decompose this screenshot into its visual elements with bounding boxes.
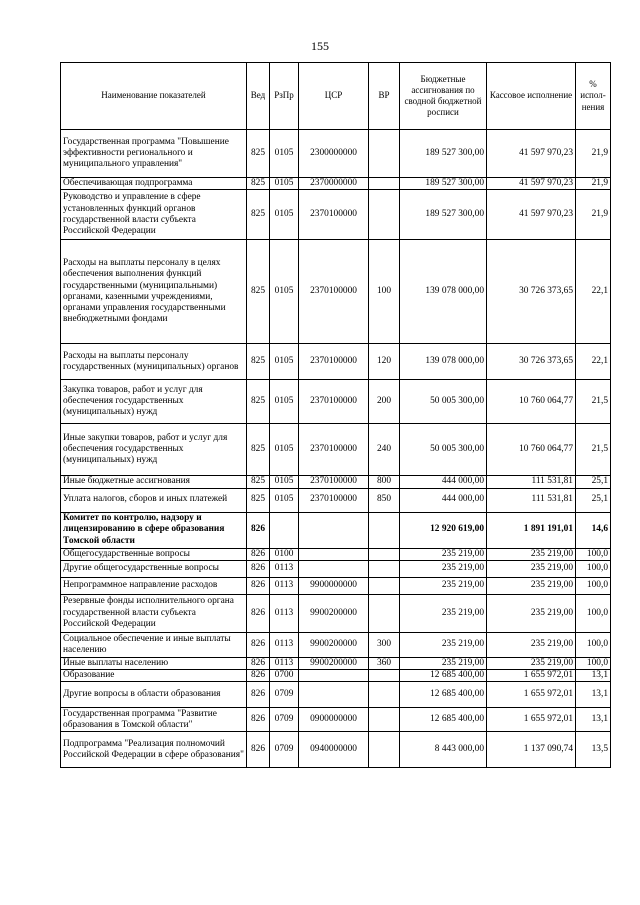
cell-csr: 2300000000	[299, 130, 369, 178]
cell-csr	[299, 548, 369, 560]
cell-csr: 2370000000	[299, 178, 369, 190]
cell-budget: 8 443 000,00	[400, 732, 487, 768]
cell-name: Подпрограмма "Реализация полномочий Российской Федерации в сфере образования"	[61, 732, 247, 768]
table-row	[61, 548, 611, 560]
cell-pct: 21,9	[576, 190, 611, 240]
cell-budget: 12 685 400,00	[400, 682, 487, 708]
cell-cash: 1 655 972,01	[487, 708, 576, 732]
cell-budget: 50 005 300,00	[400, 424, 487, 476]
cell-ved: 826	[247, 657, 270, 669]
cell-pct: 100,0	[576, 560, 611, 577]
header-vr: ВР	[369, 63, 400, 130]
cell-budget: 444 000,00	[400, 488, 487, 512]
cell-name: Закупка товаров, работ и услуг для обеспечения государственных (муниципальных) нужд	[61, 380, 247, 424]
cell-pct: 13,5	[576, 732, 611, 768]
cell-csr: 2370100000	[299, 488, 369, 512]
cell-cash: 235 219,00	[487, 560, 576, 577]
cell-cash: 111 531,81	[487, 476, 576, 488]
table-row	[61, 577, 611, 594]
cell-csr: 2370100000	[299, 240, 369, 344]
cell-name: Расходы на выплаты персоналу государственных (муниципальных) органов	[61, 344, 247, 380]
table-row	[61, 632, 611, 657]
table-row	[61, 732, 611, 768]
cell-vr	[369, 708, 400, 732]
cell-rzpr: 0709	[270, 708, 299, 732]
cell-rzpr: 0113	[270, 632, 299, 657]
cell-cash: 235 219,00	[487, 632, 576, 657]
table-row	[61, 657, 611, 669]
cell-rzpr: 0105	[270, 424, 299, 476]
cell-pct: 25,1	[576, 488, 611, 512]
cell-ved: 826	[247, 512, 270, 548]
cell-ved: 826	[247, 732, 270, 768]
cell-rzpr	[270, 512, 299, 548]
cell-name: Другие общегосударственные вопросы	[61, 560, 247, 577]
cell-ved: 825	[247, 424, 270, 476]
cell-cash: 235 219,00	[487, 657, 576, 669]
cell-name: Образование	[61, 670, 247, 682]
cell-rzpr: 0700	[270, 670, 299, 682]
cell-csr: 2370100000	[299, 380, 369, 424]
cell-pct: 13,1	[576, 708, 611, 732]
table-row	[61, 512, 611, 548]
table-row	[61, 488, 611, 512]
cell-vr	[369, 178, 400, 190]
cell-ved: 826	[247, 632, 270, 657]
cell-budget: 139 078 000,00	[400, 240, 487, 344]
cell-csr: 9900200000	[299, 594, 369, 632]
cell-cash: 1 891 191,01	[487, 512, 576, 548]
header-pct: % испол-нения	[576, 63, 611, 130]
cell-cash: 30 726 373,65	[487, 344, 576, 380]
cell-name: Расходы на выплаты персоналу в целях обеспечения выполнения функций государственными (муниципальными) органами, казенными учреждениями, органами управления государственными внебюджетными фондами	[61, 240, 247, 344]
cell-csr: 9900000000	[299, 577, 369, 594]
cell-ved: 826	[247, 560, 270, 577]
cell-cash: 10 760 064,77	[487, 380, 576, 424]
cell-pct: 22,1	[576, 344, 611, 380]
cell-cash: 1 137 090,74	[487, 732, 576, 768]
cell-name: Непрограммное направление расходов	[61, 577, 247, 594]
cell-rzpr: 0105	[270, 178, 299, 190]
cell-vr: 850	[369, 488, 400, 512]
cell-name: Общегосударственные вопросы	[61, 548, 247, 560]
cell-cash: 41 597 970,23	[487, 178, 576, 190]
header-rzpr: РзПр	[270, 63, 299, 130]
cell-csr: 9900200000	[299, 632, 369, 657]
cell-vr	[369, 577, 400, 594]
cell-cash: 30 726 373,65	[487, 240, 576, 344]
cell-rzpr: 0113	[270, 657, 299, 669]
cell-name: Государственная программа "Повышение эффективности регионального и муниципального управления"	[61, 130, 247, 178]
table-row	[61, 708, 611, 732]
cell-budget: 12 685 400,00	[400, 670, 487, 682]
cell-vr: 100	[369, 240, 400, 344]
cell-ved: 826	[247, 594, 270, 632]
cell-rzpr: 0105	[270, 130, 299, 178]
table-row	[61, 240, 611, 344]
cell-pct: 14,6	[576, 512, 611, 548]
cell-pct: 21,5	[576, 380, 611, 424]
cell-pct: 22,1	[576, 240, 611, 344]
cell-pct: 21,9	[576, 178, 611, 190]
cell-vr: 240	[369, 424, 400, 476]
cell-ved: 826	[247, 682, 270, 708]
cell-name: Иные закупки товаров, работ и услуг для обеспечения государственных (муниципальных) нужд	[61, 424, 247, 476]
cell-csr: 9900200000	[299, 657, 369, 669]
cell-name: Иные выплаты населению	[61, 657, 247, 669]
cell-rzpr: 0105	[270, 380, 299, 424]
header-csr: ЦСР	[299, 63, 369, 130]
cell-pct: 13,1	[576, 670, 611, 682]
cell-pct: 21,5	[576, 424, 611, 476]
cell-name: Обеспечивающая подпрограмма	[61, 178, 247, 190]
table-row	[61, 682, 611, 708]
table-row	[61, 670, 611, 682]
table-row	[61, 476, 611, 488]
cell-rzpr: 0105	[270, 240, 299, 344]
cell-pct: 100,0	[576, 632, 611, 657]
cell-cash: 235 219,00	[487, 577, 576, 594]
table-header-row	[61, 63, 611, 130]
cell-name: Руководство и управление в сфере установленных функций органов государственной власти субъекта Российской Федерации	[61, 190, 247, 240]
cell-vr: 300	[369, 632, 400, 657]
cell-pct: 100,0	[576, 577, 611, 594]
cell-vr: 360	[369, 657, 400, 669]
cell-vr: 200	[369, 380, 400, 424]
cell-pct: 21,9	[576, 130, 611, 178]
cell-vr	[369, 682, 400, 708]
cell-cash: 111 531,81	[487, 488, 576, 512]
cell-csr	[299, 560, 369, 577]
cell-vr	[369, 732, 400, 768]
cell-budget: 235 219,00	[400, 657, 487, 669]
cell-pct: 25,1	[576, 476, 611, 488]
budget-execution-table	[60, 62, 611, 768]
cell-budget: 235 219,00	[400, 632, 487, 657]
cell-budget: 189 527 300,00	[400, 130, 487, 178]
cell-cash: 235 219,00	[487, 594, 576, 632]
cell-vr	[369, 130, 400, 178]
cell-cash: 235 219,00	[487, 548, 576, 560]
cell-rzpr: 0709	[270, 682, 299, 708]
cell-budget: 235 219,00	[400, 548, 487, 560]
page-number: 155	[311, 39, 329, 53]
cell-vr	[369, 548, 400, 560]
cell-rzpr: 0709	[270, 732, 299, 768]
cell-pct: 100,0	[576, 548, 611, 560]
cell-rzpr: 0113	[270, 594, 299, 632]
cell-name: Уплата налогов, сборов и иных платежей	[61, 488, 247, 512]
cell-budget: 444 000,00	[400, 476, 487, 488]
cell-name: Государственная программа "Развитие образования в Томской области"	[61, 708, 247, 732]
cell-name: Резервные фонды исполнительного органа государственной власти субъекта Российской Федерации	[61, 594, 247, 632]
cell-vr	[369, 670, 400, 682]
cell-ved: 825	[247, 344, 270, 380]
cell-budget: 189 527 300,00	[400, 178, 487, 190]
cell-vr	[369, 512, 400, 548]
cell-pct: 13,1	[576, 682, 611, 708]
table-body	[61, 130, 611, 768]
table-row	[61, 560, 611, 577]
cell-ved: 825	[247, 380, 270, 424]
cell-rzpr: 0105	[270, 190, 299, 240]
cell-ved: 826	[247, 548, 270, 560]
table-row	[61, 380, 611, 424]
cell-ved: 826	[247, 708, 270, 732]
cell-ved: 825	[247, 488, 270, 512]
cell-ved: 825	[247, 178, 270, 190]
cell-budget: 139 078 000,00	[400, 344, 487, 380]
cell-csr: 2370100000	[299, 190, 369, 240]
cell-budget: 189 527 300,00	[400, 190, 487, 240]
header-ved: Вед	[247, 63, 270, 130]
header-cash: Кассовое исполнение	[487, 63, 576, 130]
cell-csr	[299, 512, 369, 548]
cell-vr: 800	[369, 476, 400, 488]
cell-cash: 41 597 970,23	[487, 190, 576, 240]
cell-csr: 2370100000	[299, 476, 369, 488]
table-row	[61, 130, 611, 178]
cell-budget: 235 219,00	[400, 560, 487, 577]
cell-rzpr: 0105	[270, 488, 299, 512]
cell-csr	[299, 670, 369, 682]
cell-budget: 12 685 400,00	[400, 708, 487, 732]
cell-csr: 2370100000	[299, 424, 369, 476]
header-name: Наименование показателей	[61, 63, 247, 130]
cell-ved: 825	[247, 476, 270, 488]
cell-rzpr: 0100	[270, 548, 299, 560]
cell-cash: 41 597 970,23	[487, 130, 576, 178]
cell-name: Социальное обеспечение и иные выплаты населению	[61, 632, 247, 657]
cell-csr: 0900000000	[299, 708, 369, 732]
cell-csr: 0940000000	[299, 732, 369, 768]
cell-csr: 2370100000	[299, 344, 369, 380]
cell-ved: 825	[247, 190, 270, 240]
cell-vr	[369, 594, 400, 632]
cell-rzpr: 0105	[270, 344, 299, 380]
cell-name: Комитет по контролю, надзору и лицензированию в сфере образования Томской области	[61, 512, 247, 548]
cell-budget: 12 920 619,00	[400, 512, 487, 548]
cell-cash: 1 655 972,01	[487, 682, 576, 708]
cell-pct: 100,0	[576, 657, 611, 669]
cell-cash: 10 760 064,77	[487, 424, 576, 476]
table-row	[61, 424, 611, 476]
header-budget: Бюджетные ассигнования по сводной бюджетной росписи	[400, 63, 487, 130]
cell-name: Иные бюджетные ассигнования	[61, 476, 247, 488]
cell-cash: 1 655 972,01	[487, 670, 576, 682]
cell-budget: 235 219,00	[400, 577, 487, 594]
cell-vr	[369, 190, 400, 240]
cell-ved: 826	[247, 670, 270, 682]
cell-rzpr: 0113	[270, 560, 299, 577]
cell-budget: 50 005 300,00	[400, 380, 487, 424]
table-row	[61, 344, 611, 380]
table-row	[61, 594, 611, 632]
cell-ved: 825	[247, 130, 270, 178]
cell-pct: 100,0	[576, 594, 611, 632]
cell-budget: 235 219,00	[400, 594, 487, 632]
cell-vr	[369, 560, 400, 577]
cell-rzpr: 0105	[270, 476, 299, 488]
cell-ved: 825	[247, 240, 270, 344]
cell-vr: 120	[369, 344, 400, 380]
table-row	[61, 178, 611, 190]
cell-ved: 826	[247, 577, 270, 594]
cell-rzpr: 0113	[270, 577, 299, 594]
table-row	[61, 190, 611, 240]
cell-name: Другие вопросы в области образования	[61, 682, 247, 708]
cell-csr	[299, 682, 369, 708]
